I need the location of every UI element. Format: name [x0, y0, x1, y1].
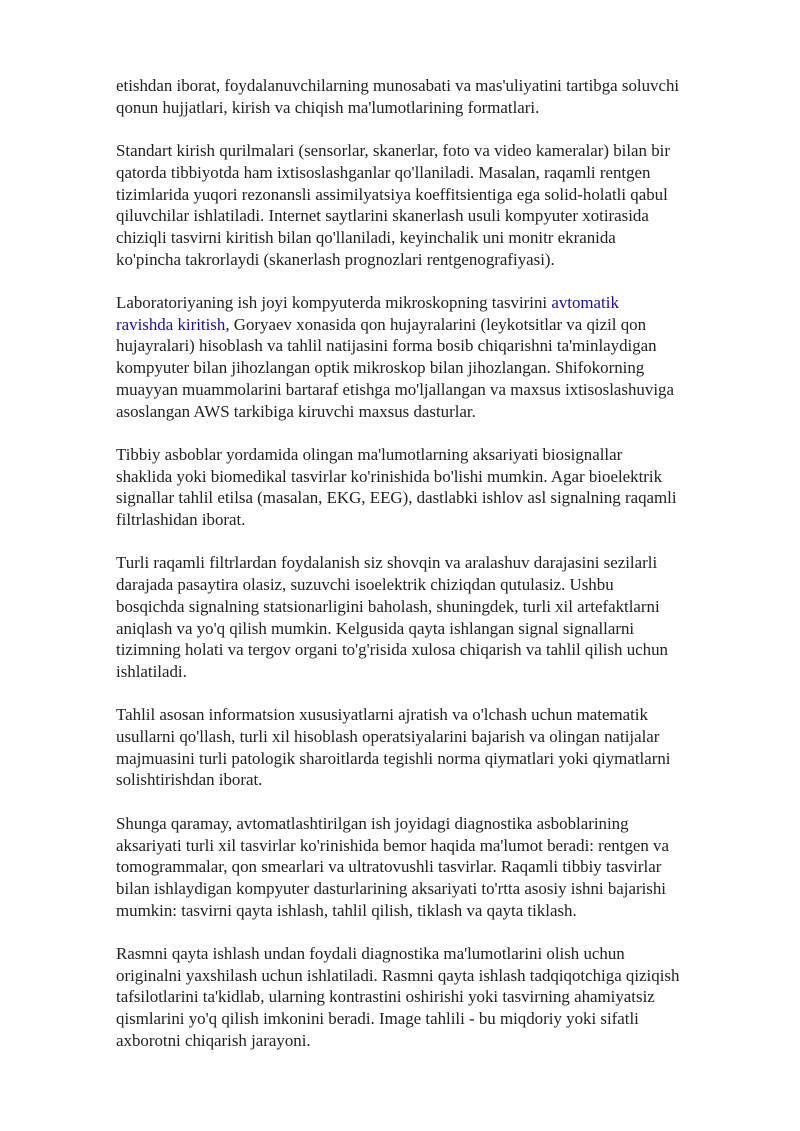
paragraph-input-devices: Standart kirish qurilmalari (sensorlar, skanerlar, foto va video kameralar) bilan bir qatorda tibbiyotda ham ixtisoslashganlar qo'llaniladi. Masalan, raqamli rentgen tizimlarida yuqori rezonansli assimilyatsiya koeffitsientiga ega solid-holatli qabul qiluvchilar ishlatiladi. Internet saytlarini skanerlash usuli kompyuter xotirasida chiziqli tasvirni kiritish bilan qo'llaniladi, keyinchalik uni monitr ekranida ko'pincha takrorlaydi (skanerlash prognozlari rentgenografiyasi).: [116, 141, 670, 269]
paragraph-laboratory-workplace: [116, 292, 746, 422]
paragraph-analysis: Tahlil asosan informatsion xususiyatlarni ajratish va o'lchash uchun matematik usullarni qo'llash, turli xil hisoblash operatsiyalarini bajarish va olingan natijalar majmuasini turli patologik sharoitlarda tegishli norma qiymatlari yoki qiymatlarni solishtirishdan iborat.: [116, 705, 671, 790]
paragraph-digital-filters: Turli raqamli filtrlardan foydalanish siz shovqin va aralashuv darajasini sezilarli darajada pasaytira olasiz, suzuvchi isoelektrik chiziqdan qutulasiz. Ushbu bosqichda signalning statsionarligini baholash, shuningdek, turli xil artefaktlarni aniqlash va yo'q qilish mumkin. Kelgusida qayta ishlangan signal signallarni tizimning holati va tergov organi to'g'risida xulosa chiqarish va tahlil qilish uchun ishlatiladi.: [116, 553, 668, 681]
paragraph-text-before-link: Laboratoriyaning ish joyi kompyuterda mikroskopning tasvirini: [116, 293, 552, 312]
paragraph-biosignals: Tibbiy asboblar yordamida olingan ma'lumotlarning aksariyati biosignallar shaklida yoki biomedikal tasvirlar ko'rinishida bo'lishi mumkin. Agar bioelektrik signallar tahlil etilsa (masalan, EKG, EEG), dastlabki ishlov asl signalning raqamli filtrlashidan iborat.: [116, 444, 677, 530]
automatic-input-link[interactable]: avtomatik ravishda kiritish: [116, 293, 619, 334]
paragraph-formats-intro: etishdan iborat, foydalanuvchilarning munosabati va mas'uliyatini tartibga soluvchi qonun hujjatlari, kirish va chiqish ma'lumotlarining formatlari.: [116, 76, 680, 117]
paragraph-image-processing: Rasmni qayta ishlash undan foydali diagnostika ma'lumotlarini olish uchun originalni yaxshilash uchun ishlatiladi. Rasmni qayta ishlash tadqiqotchiga qiziqish tafsilotlarini ta'kidlab, ularning kontrastini oshirishi yoki tasvirning ahamiyatsiz qismlarini yo'q qilish imkonini beradi. Image tahlili - bu miqdoriy yoki sifatli axborotni chiqarish jarayoni.: [116, 944, 680, 1050]
document-body: [116, 75, 746, 1073]
paragraph-diagnostic-images: Shunga qaramay, avtomatlashtirilgan ish joyidagi diagnostika asboblarining aksariyati turli xil tasvirlar ko'rinishida bemor haqida ma'lumot beradi: rentgen va tomogrammalar, qon smearlari va ultratovushli tasvirlar. Raqamli tibbiy tasvirlar bilan ishlaydigan kompyuter dasturlarining aksariyati to'rtta asosiy ishni bajarishi mumkin: tasvirni qayta ishlash, tahlil qilish, tiklash va qayta tiklash.: [116, 813, 669, 920]
paragraph-text-after-link: , Goryaev xonasida qon hujayralarini (leykotsitlar va qizil qon hujayralari) hisoblash va tahlil natijasini forma bosib chiqarishni ta'minlaydigan kompyuter bilan jihozlangan optik mikroskop bilan jihozlangan. Shifokorning muayyan muammolarini bartaraf etishga mo'ljallangan va maxsus ixtisoslashuviga asoslangan AWS tarkibiga kiruvchi maxsus dasturlar.: [116, 314, 674, 421]
